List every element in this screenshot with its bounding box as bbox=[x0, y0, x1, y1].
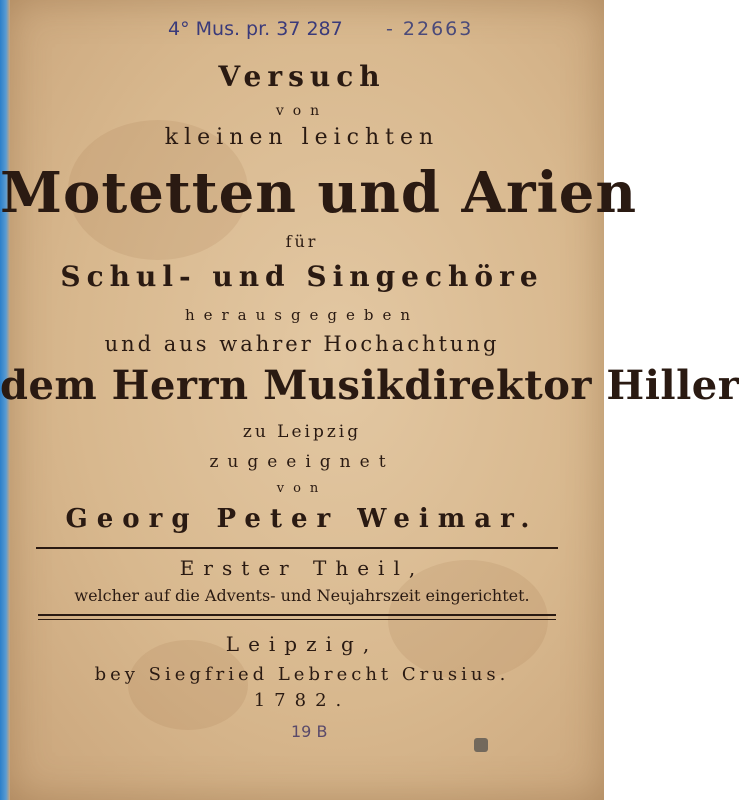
title-line-von: von bbox=[275, 103, 329, 119]
imprint-year: 1782. bbox=[253, 690, 351, 711]
ornamental-rule-thin bbox=[38, 619, 556, 620]
ornamental-rule bbox=[38, 614, 556, 616]
imprint-city: Leipzig, bbox=[225, 632, 379, 656]
shelfmark: 4° Mus. pr. 37 287 bbox=[168, 18, 343, 40]
library-stamp-mark bbox=[474, 738, 488, 752]
title-line-von-2: von bbox=[276, 481, 328, 496]
part-label: Erster Theil, bbox=[179, 556, 425, 580]
pencil-note: 19 B bbox=[291, 722, 328, 741]
title-line-zugeeignet: zugeeignet bbox=[209, 452, 395, 472]
title-line-fur: für bbox=[285, 232, 319, 251]
title-line-main: Motetten und Arien bbox=[0, 160, 638, 226]
author-name: Georg Peter Weimar. bbox=[65, 504, 539, 534]
title-line-dedicatee: dem Herrn Musikdirektor Hiller bbox=[0, 362, 739, 409]
title-line-leipzig: zu Leipzig bbox=[242, 422, 362, 442]
title-line-herausgegeben: herausgegeben bbox=[184, 306, 420, 324]
title-line-versuch: Versuch bbox=[218, 60, 386, 93]
title-line-schul: Schul- und Singechöre bbox=[60, 260, 544, 293]
accession-number: - 22663 bbox=[386, 18, 474, 40]
imprint-publisher: bey Siegfried Lebrecht Crusius. bbox=[94, 664, 510, 685]
title-line-hochachtung: und aus wahrer Hochachtung bbox=[104, 332, 500, 356]
part-subtitle: welcher auf die Advents- und Neujahrszeit eingerichtet. bbox=[74, 586, 530, 605]
title-line-kleinen: kleinen leichten bbox=[164, 125, 440, 150]
divider-rule bbox=[36, 547, 558, 549]
